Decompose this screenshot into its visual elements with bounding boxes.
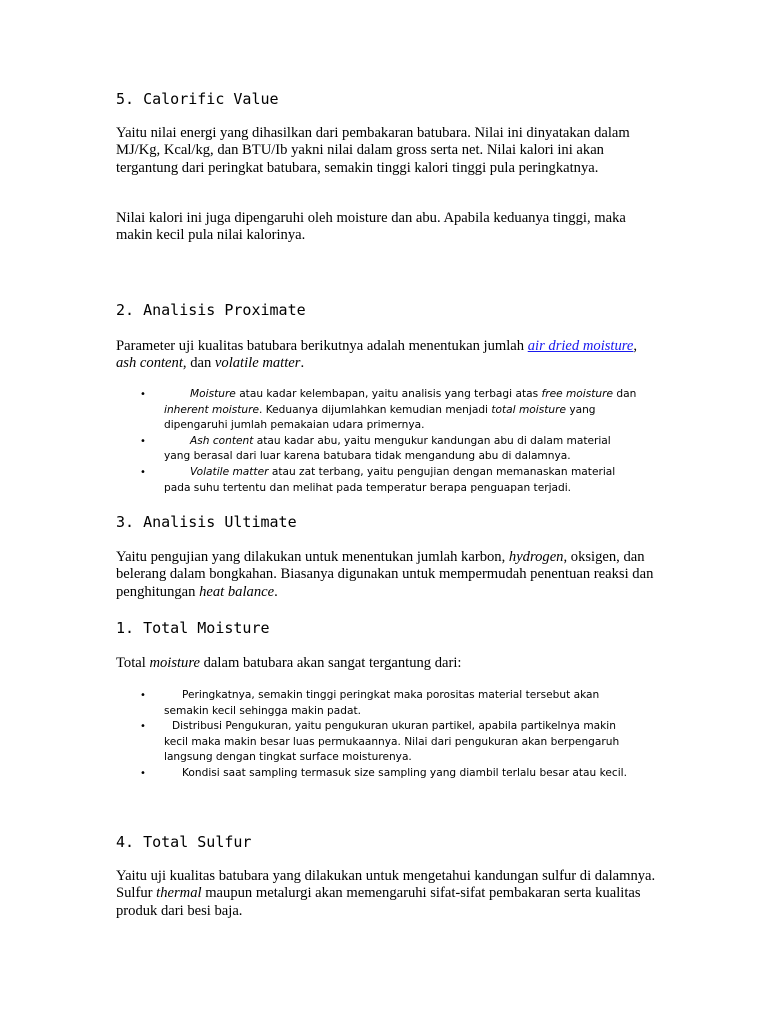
bullet-icon: • bbox=[140, 767, 146, 779]
paragraph-ultimate bbox=[116, 549, 656, 601]
moisture-text-e: . Keduanya dijumlahkan kemudian menjadi bbox=[259, 403, 492, 416]
heading-total-moisture: 1. Total Moisture bbox=[116, 619, 270, 637]
air-dried-moisture-link[interactable]: air dried moisture bbox=[527, 338, 634, 354]
ultimate-text-a: Yaitu pengujian yang dilakukan untuk menentukan jumlah karbon, bbox=[116, 549, 509, 565]
proximate-intro-text: Parameter uji kualitas batubara berikutnya adalah menentukan jumlah bbox=[116, 338, 528, 354]
proximate-intro-end: . bbox=[300, 355, 305, 372]
moisture-bullet-list bbox=[140, 688, 640, 782]
volatile-matter-bullet-term: Volatile matter bbox=[190, 465, 269, 478]
bullet-icon: • bbox=[140, 435, 146, 447]
ash-content-text: atau kadar abu, yaitu mengukur kandungan abu di dalam material yang berasal dari luar karena batubara tidak mengandung abu di dalamnya. bbox=[164, 434, 611, 463]
free-moisture-term: free moisture bbox=[541, 388, 613, 400]
paragraph-proximate-intro bbox=[116, 338, 656, 373]
list-item-volatile-matter bbox=[140, 465, 640, 496]
moisture-text-c: dan bbox=[612, 388, 637, 400]
list-item-moisture bbox=[140, 387, 640, 434]
proximate-intro-and: , dan bbox=[182, 355, 215, 372]
moisture-term: Moisture bbox=[190, 388, 236, 400]
heading-calorific-value: 5. Calorific Value bbox=[116, 90, 279, 108]
heading-analisis-proximate: 2. Analisis Proximate bbox=[116, 301, 306, 319]
heading-total-sulfur: 4. Total Sulfur bbox=[116, 833, 252, 851]
inherent-moisture-term: inherent moisture bbox=[164, 403, 260, 416]
total-moisture-text-a: Total bbox=[116, 655, 150, 671]
ultimate-text-e: . bbox=[274, 583, 278, 600]
proximate-bullet-list bbox=[140, 387, 640, 496]
moisture-text-g: yang dipengaruhi jumlah pemakaian udara primernya. bbox=[164, 403, 596, 432]
moisture-text-a: atau kadar kelembapan, yaitu analisis yang terbagi atas bbox=[235, 388, 542, 400]
list-item-kondisi bbox=[140, 766, 640, 782]
volatile-matter-text: atau zat terbang, yaitu pengujian dengan memanaskan material pada suhu tertentu dan melihat pada temperatur berapa penguapan terjadi. bbox=[164, 465, 616, 494]
list-item-peringkat bbox=[140, 688, 640, 719]
moisture-italic-term: moisture bbox=[149, 655, 200, 671]
list-item-ash-content bbox=[140, 434, 640, 465]
total-moisture-text-c: dalam batubara akan sangat tergantung dari: bbox=[199, 655, 462, 671]
heading-analisis-ultimate: 3. Analisis Ultimate bbox=[116, 513, 297, 531]
bullet-icon: • bbox=[140, 389, 146, 400]
paragraph-total-sulfur bbox=[116, 868, 656, 920]
heat-balance-term: heat balance bbox=[199, 583, 275, 600]
distribusi-text: Distribusi Pengukuran, yaitu pengukuran ukuran partikel, apabila partikelnya makin kecil maka makin besar luas permukaannya. Nilai dari pengukuran akan berpengaruh langsung dengan tingkat surface moisturenya. bbox=[164, 720, 620, 764]
sulfur-text-c: maupun metalurgi akan memengaruhi sifat-sifat pembakaran serta kualitas produk dari besi baja. bbox=[116, 885, 641, 919]
hydrogen-term: hydrogen bbox=[508, 549, 564, 565]
paragraph-calorific-1: Yaitu nilai energi yang dihasilkan dari pembakaran batubara. Nilai ini dinyatakan dalam MJ/Kg, Kcal/kg, dan BTU/Ib yakni nilai dalam gross serta net. Nilai kalori ini akan tergantung dari peringkat batubara, semakin tinggi kalori tinggi pula peringkatnya. bbox=[116, 125, 630, 176]
bullet-icon: • bbox=[140, 466, 146, 478]
ash-content-bullet-term: Ash content bbox=[190, 434, 254, 447]
bullet-icon: • bbox=[140, 690, 146, 701]
total-moisture-term: total moisture bbox=[491, 403, 566, 416]
bullet-icon: • bbox=[140, 721, 146, 733]
volatile-matter-term: volatile matter bbox=[214, 355, 301, 372]
paragraph-total-moisture bbox=[116, 655, 656, 672]
ultimate-text-c: , oksigen, dan belerang dalam bongkahan. Biasanya digunakan untuk mempermudah penentuan reaksi dan penghitungan bbox=[116, 549, 654, 600]
list-item-distribusi bbox=[140, 719, 640, 766]
thermal-term: thermal bbox=[156, 885, 202, 902]
proximate-intro-sep: , bbox=[633, 338, 638, 354]
kondisi-text: Kondisi saat sampling termasuk size sampling yang diambil terlalu besar atau kecil. bbox=[182, 766, 627, 779]
ash-content-term: ash content bbox=[116, 355, 183, 372]
paragraph-calorific-2: Nilai kalori ini juga dipengaruhi oleh moisture dan abu. Apabila keduanya tinggi, maka makin kecil pula nilai kalorinya. bbox=[116, 210, 626, 244]
sulfur-text-a: Yaitu uji kualitas batubara yang dilakukan untuk mengetahui kandungan sulfur di dalamnya. Sulfur bbox=[116, 868, 656, 902]
peringkat-text: Peringkatnya, semakin tinggi peringkat maka porositas material tersebut akan semakin kecil sehingga makin padat. bbox=[164, 689, 600, 717]
